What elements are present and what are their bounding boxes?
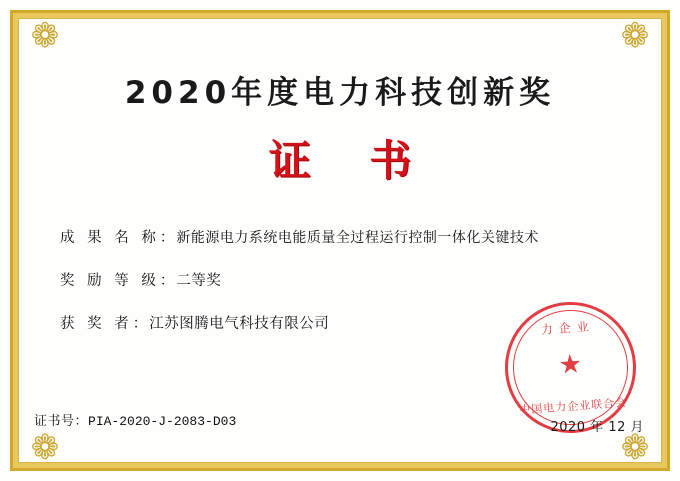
field-label: 成 果 名 称 bbox=[60, 230, 160, 246]
field-colon: ： bbox=[159, 230, 175, 246]
field-colon: ： bbox=[132, 316, 148, 332]
certificate-number bbox=[34, 410, 236, 429]
field-colon: ： bbox=[159, 273, 175, 289]
corner-ornament-icon: ❁ bbox=[30, 425, 58, 465]
field-value: 江苏图腾电气科技有限公司 bbox=[149, 316, 330, 332]
seal-top-text: 力企业 bbox=[540, 319, 596, 337]
certificate-subtitle: 证 书 bbox=[268, 136, 434, 185]
field-value: 新能源电力系统电能质量全过程运行控制一体化关键技术 bbox=[176, 230, 539, 246]
field-award-level bbox=[60, 269, 646, 290]
certificate-title: 2020年度电力科技创新奖 bbox=[124, 75, 556, 111]
corner-ornament-icon: ❁ bbox=[30, 16, 58, 56]
certificate-date: 2020 年 12 月 bbox=[550, 420, 644, 435]
seal-organization-text: 中国电力企业联合会 bbox=[518, 396, 628, 417]
certificate-number-label: 证书号： bbox=[34, 414, 89, 429]
certificate-number-value: PIA-2020-J-2083-D03 bbox=[88, 414, 237, 429]
field-achievement-name bbox=[60, 226, 646, 247]
seal-star-icon: ★ bbox=[557, 349, 583, 381]
corner-ornament-icon: ❁ bbox=[622, 16, 650, 56]
field-label: 获 奖 者 bbox=[60, 316, 133, 332]
field-value: 二等奖 bbox=[176, 273, 222, 289]
field-label: 奖 励 等 级 bbox=[60, 273, 160, 289]
corner-ornament-icon: ❁ bbox=[622, 425, 650, 465]
